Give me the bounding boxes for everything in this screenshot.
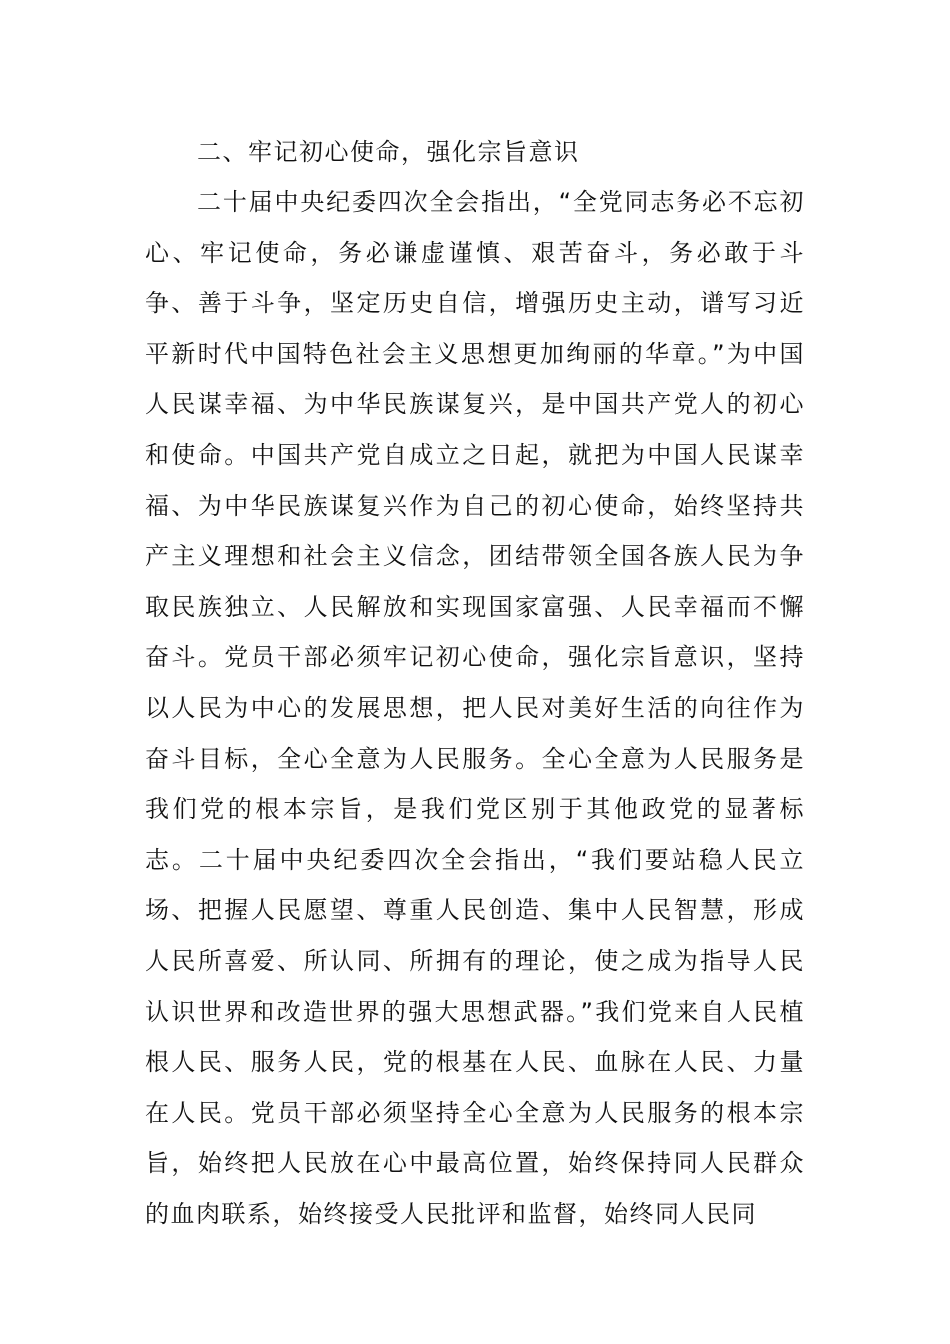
body-paragraph: 二十届中央纪委四次全会指出，“全党同志务必不忘初心、牢记使命，务必谦虚谨慎、艰苦奋斗，务必敢于斗争、善于斗争，坚定历史自信，增强历史主动，谱写习近平新时代中国特色社会主义思想更加绚丽的华章。”为中国人民谋幸福、为中华民族谋复兴，是中国共产党人的初心和使命。中国共产党自成立之日起，就把为中国人民谋幸福、为中华民族谋复兴作为自己的初心使命，始终坚持共产主义理想和社会主义信念，团结带领全国各族人民为争取民族独立、人民解放和实现国家富强、人民幸福而不懈奋斗。党员干部必须牢记初心使命，强化宗旨意识，坚持以人民为中心的发展思想，把人民对美好生活的向往作为奋斗目标，全心全意为人民服务。全心全意为人民服务是我们党的根本宗旨，是我们党区别于其他政党的显著标志。二十届中央纪委四次全会指出，“我们要站稳人民立场、把握人民愿望、尊重人民创造、集中人民智慧，形成人民所喜爱、所认同、所拥有的理论，使之成为指导人民认识世界和改造世界的强大思想武器。”我们党来自人民植根人民、服务人民，党的根基在人民、血脉在人民、力量在人民。党员干部必须坚持全心全意为人民服务的根本宗旨，始终把人民放在心中最高位置，始终保持同人民群众的血肉联系，始终接受人民批评和监督，始终同人民同 xyxy=(145,188,805,1228)
section-heading: 二、牢记初心使命，强化宗旨意识 xyxy=(197,138,580,166)
